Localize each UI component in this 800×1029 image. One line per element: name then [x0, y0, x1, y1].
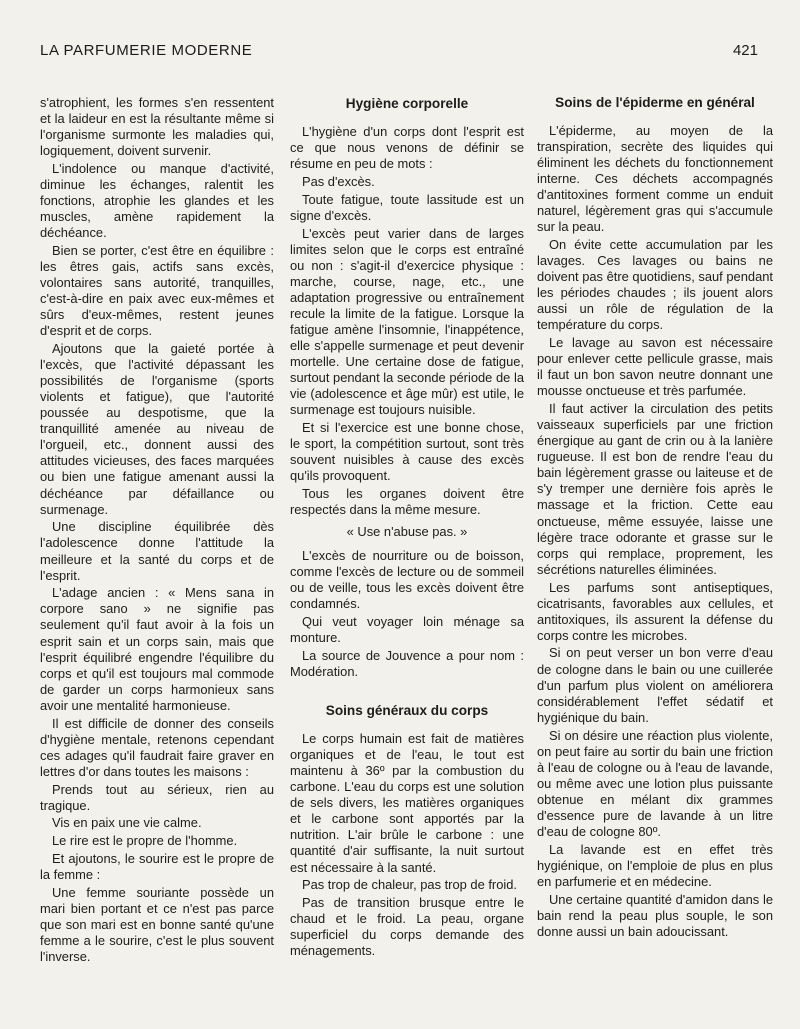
paragraph: Une discipline équilibrée dès l'adolescence donne l'attitude la meilleure et la santé du corps et de l'esprit.	[40, 519, 274, 583]
column-3	[537, 94, 773, 942]
column-1	[40, 95, 274, 967]
paragraph: Pas d'excès.	[302, 173, 375, 189]
motto: « Use n'abuse pas. »	[346, 524, 468, 540]
paragraph: Les parfums sont antiseptiques, cicatrisants, favorables aux cellules, et antitoxiques, ils assurent la défense du corps contre les microbes.	[537, 579, 773, 643]
paragraph: La lavande est en effet très hygiénique, on l'emploie de plus en plus en parfumerie et en médecine.	[537, 841, 773, 889]
paragraph: L'hygiène d'un corps dont l'esprit est ce que nous venons de définir se résume en peu de mots :	[290, 124, 524, 172]
paragraph: Pas trop de chaleur, pas trop de froid.	[302, 877, 517, 893]
paragraph: Toute fatigue, toute lassitude est un signe d'excès.	[290, 191, 524, 223]
paragraph: Tous les organes doivent être respectés dans la même mesure.	[290, 486, 524, 518]
paragraph: Il faut activer la circulation des petits vaisseaux superficiels par une friction énergique au gant de crin ou à la lanière rugueuse. Il est bon de rendre l'eau du bain légèrement grasse ou laiteuse et de s'y tremper une dernière fois après le massage et la friction. Cette eau onctueuse, même essuyée, laisse une légère trace odorante et grasse sur le corps qui remplace, proprement, les sécrétions naturelles éliminées.	[537, 401, 773, 577]
section-heading-soins-epiderme: Soins de l'épiderme en général	[555, 95, 755, 110]
paragraph: L'indolence ou manque d'activité, diminue les échanges, ralentit les fonctions, atrophie les glandes et les muscles, amène rapidement la déchéance.	[40, 160, 274, 241]
paragraph: Une certaine quantité d'amidon dans le bain rend la peau plus souple, le son donne aussi un bain adoucissant.	[537, 891, 773, 939]
paragraph: Une femme souriante possède un mari bien portant et ce n'est pas parce que son mari est en bonne santé qu'une femme a le sourire, c'est le plus souvent l'inverse.	[40, 885, 274, 965]
section-heading-soins-generaux: Soins généraux du corps	[325, 703, 489, 719]
paragraph: Il est difficile de donner des conseils d'hygiène mentale, retenons cependant ces adages qu'il faudrait faire graver en lettres d'or dans toutes les maisons :	[40, 715, 274, 779]
paragraph: L'adage ancien : « Mens sana in corpore sano » ne signifie pas seulement qu'il faut avoir à la fois un esprit sain et un corps sain, mais que l'esprit équilibré engendre l'équilibre du corps et qu'il est toujours mal commode de garder un corps harmonieux sans avoir une mentalité harmonieuse.	[40, 585, 274, 713]
paragraph: L'épiderme, au moyen de la transpiration, secrète des liquides qui éliminent les déchets du fonctionnement interne. Ces déchets accompagnés d'antitoxines forment comme un enduit naturel, légèrement gras qui s'accumule sur la peau.	[537, 123, 773, 235]
paragraph: L'excès de nourriture ou de boisson, comme l'excès de lecture ou de sommeil ou de veille, tous les excès doivent être condamnés.	[290, 548, 524, 612]
running-header	[40, 42, 760, 62]
paragraph: Le rire est le propre de l'homme.	[52, 833, 238, 849]
paragraph: Bien se porter, c'est être en équilibre : les êtres gais, actifs sans excès, volontaires sans autorité, tranquilles, c'est-à-dire en paix avec eux-mêmes et sûrs d'eux-mêmes, restent jeunes d'esprit et de corps.	[40, 243, 274, 339]
page-number: 421	[732, 42, 758, 59]
paragraph: Le corps humain est fait de matières organiques et de l'eau, le tout est maintenu à 36º par la combustion du carbone. L'eau du corps est une solution de sels divers, les matières organiques et le carbone sont apportés par la nutrition. L'air brûle le carbone : une quantité d'air suffisante, la nuit surtout est nécessaire à la santé.	[290, 731, 524, 875]
paragraph: L'excès peut varier dans de larges limites selon que le corps est entraîné ou non : s'agit-il d'exercice physique : marche, course, nage, etc., une adaptation progressive ou entraînement recule la limite de la fatigue. Lorsque la fatigue amène l'insomnie, l'inappétence, elle s'appelle surmenage et peut devenir mortelle. Une certaine dose de fatigue, surtout pendant la seconde période de la vie (adolescence et âge mûr) est utile, le surmenage est toujours nuisible.	[290, 225, 524, 418]
paragraph: Vis en paix une vie calme.	[52, 815, 202, 831]
paragraph: Le lavage au savon est nécessaire pour enlever cette pellicule grasse, mais il faut un bon savon neutre donnant une mousse onctueuse et très parfumée.	[537, 335, 773, 399]
paragraph: s'atrophient, les formes s'en ressentent et la laideur en est la résultante même si l'organisme surmonte les maladies qui, logiquement, doivent survenir.	[40, 95, 274, 159]
paragraph: Et ajoutons, le sourire est le propre de la femme :	[40, 851, 274, 883]
paragraph: Qui veut voyager loin ménage sa monture.	[290, 614, 524, 646]
paragraph: Si on peut verser un bon verre d'eau de cologne dans le bain ou une cuillerée d'un parfum plus violent on améliorera considérablement l'effet sédatif et hygiénique du bain.	[537, 645, 773, 725]
paragraph: Prends tout au sérieux, rien au tragique.	[40, 781, 274, 813]
paragraph: Et si l'exercice est une bonne chose, le sport, la compétition surtout, sont très souvent nuisibles à cause des excès qu'ils provoquent.	[290, 420, 524, 484]
paragraph: Pas de transition brusque entre le chaud et le froid. La peau, organe superficiel du corps demande des ménagements.	[290, 895, 524, 959]
running-title: LA PARFUMERIE MODERNE	[40, 42, 253, 59]
paragraph: Si on désire une réaction plus violente, on peut faire au sortir du bain une friction à l'eau de cologne ou à l'eau de lavande, ou même avec une lotion plus puissante obtenue en mélant dix grammes d'essence pure de lavande à un litre d'eau de cologne 80º.	[537, 727, 773, 839]
paragraph: On évite cette accumulation par les lavages. Ces lavages ou bains ne doivent pas être quotidiens, sauf pendant les périodes chaudes ; ils jouent alors aussi un rôle de régulation de la température du corps.	[537, 237, 773, 333]
column-2	[290, 95, 524, 961]
section-heading-hygiene-corporelle: Hygiène corporelle	[345, 96, 469, 111]
paragraph: Ajoutons que la gaieté portée à l'excès, que l'activité dépassant les possibilités de l'organisme (sports violents et fatigue), que l'autorité poussée au despotisme, que la tranquillité amenée au niveau de l'orgueil, etc., donnent aussi des attitudes vicieuses, des faces marquées ou bien une fatigue amenant aussi la déchéance par défaillance ou surmenage.	[40, 341, 274, 517]
paragraph: La source de Jouvence a pour nom : Modération.	[290, 648, 524, 680]
